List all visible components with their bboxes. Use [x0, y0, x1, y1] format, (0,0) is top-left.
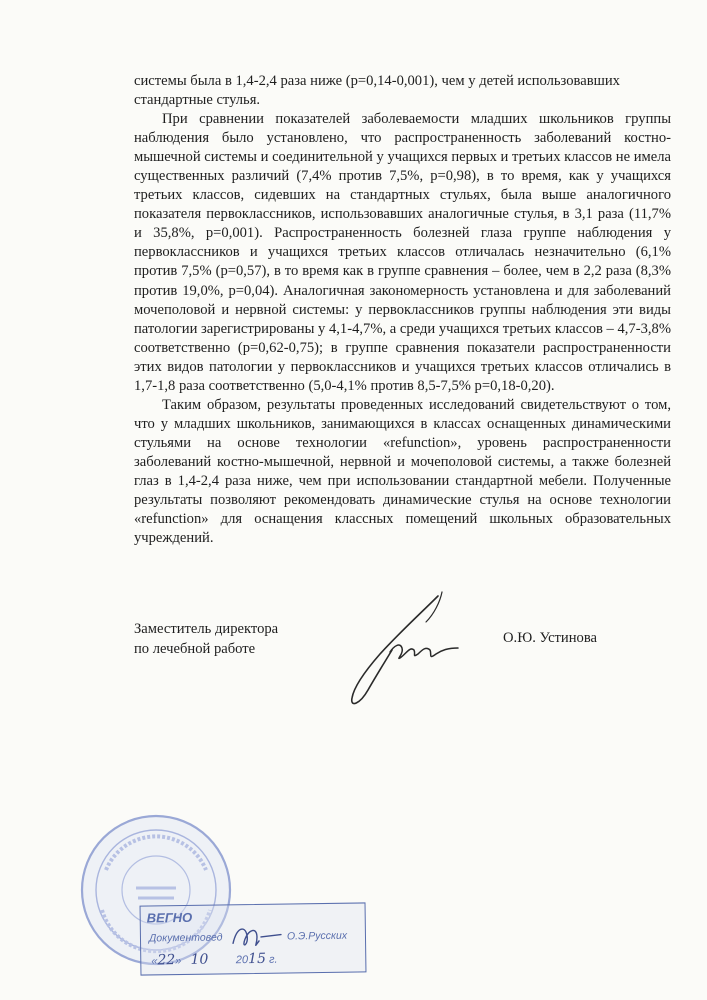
- stamp-month: 10: [190, 951, 209, 968]
- paragraph-comparison: При сравнении показателей заболеваемости младших школьников группы наблюдения было установлено, что распространенность заболеваний костно-мышечной системы и соединительной у учащихся первых и третьих классов не имела существенных различий (7,4% против 7,5%, р=0,98), в то время, как у учащихся третьих классов, сидевших на стандартных стульях, была выше аналогичного показателя первоклассников, использовавших аналогичные стулья, в 3,1 раза (11,7% и 35,8%, р=0,001). Распространенность болезней глаза группе наблюдения у первоклассников и учащихся третьих классов отличалась незначительно (6,1% против 7,5% (р=0,57), в то время как в группе сравнения – более, чем в 2,2 раза (8,3% против 19,0%, р=0,04). Аналогичная закономерность установлена и для заболеваний мочеполовой и нервной системы: у первоклассников группы наблюдения эти виды патологии зарегистрированы у 4,1-4,7%, а среди учащихся третьих классов – 4,7-3,8% соответственно (р=0,62-0,75); в группе сравнения показатели распространенности этих видов патологии у первоклассников и учащихся третьих классов отличались в 1,7-1,8 раза соответственно (5,0-4,1% против 8,5-7,5% р=0,18-0,20).: [134, 111, 671, 394]
- paragraph-continuation: системы была в 1,4-2,4 раза ниже (р=0,14-0,001), чем у детей использовавших стандартные стулья.: [134, 73, 620, 109]
- signatory-title-line-1: Заместитель директора: [134, 621, 279, 637]
- stamp-date: [151, 951, 277, 969]
- signatory-name: О.Ю. Устинова: [503, 630, 598, 646]
- stamp-year-suffix: 15: [248, 950, 267, 968]
- stamp-signature: [227, 919, 287, 954]
- registration-stamp: [140, 902, 367, 975]
- stamp-person: О.Э.Русских: [286, 929, 348, 943]
- stamp-organization: ВЕГНО: [146, 909, 193, 926]
- document-body: [134, 72, 671, 548]
- stamp-year-prefix: 20: [235, 954, 249, 967]
- stamp-day: 22: [157, 952, 176, 969]
- handwritten-signature: [330, 588, 470, 718]
- signatory-title-line-2: по лечебной работе: [134, 640, 256, 657]
- stamp-date-mid: »: [175, 955, 182, 968]
- signatory-title: [134, 620, 278, 659]
- stamp-date-open: «: [151, 955, 158, 968]
- stamp-year-end: г.: [268, 953, 278, 966]
- stamp-role: Документовед: [148, 931, 223, 945]
- paragraph-conclusion: Таким образом, результаты проведенных исследований свидетельствуют о том, что у младших школьников, занимающихся в классах оснащенных динамическими стульями на основе технологии «refunction», уровень распространенности заболеваний костно-мышечной, нервной и мочеполовой системы, а также болезней глаз в 1,4-2,4 раза ниже, чем при использовании стандартной мебели. Полученные результаты позволяют рекомендовать динамические стулья на основе технологии «refunction» для оснащения классных помещений школьных образовательных учреждений.: [134, 396, 671, 547]
